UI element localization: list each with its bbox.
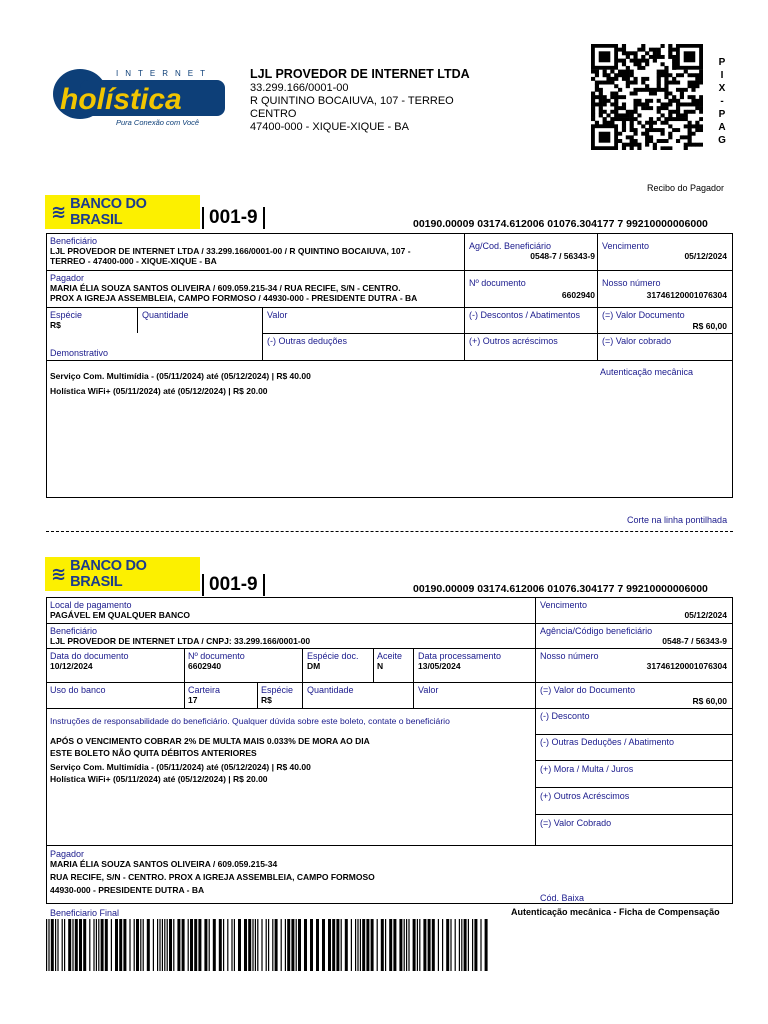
ficha-pagador-label: Pagador [50, 849, 85, 859]
ficha-valor-label: Valor [418, 685, 439, 695]
ficha-codbaixa-label: Cód. Baixa [540, 893, 585, 903]
bank-name: BANCO DO BRASIL [70, 196, 147, 228]
linha-digitavel: 00190.00009 03174.612006 01076.304177 7 99210000006000 [413, 218, 708, 230]
ficha-ndoc-label: Nº documento [188, 651, 245, 661]
qr-code-icon [591, 44, 703, 150]
ficha-especie-value: R$ [261, 695, 272, 705]
recibo-especie-value: R$ [50, 320, 61, 330]
ficha-autenticacao-label: Autenticação mecânica - Ficha de Compensação [511, 907, 720, 917]
recibo-ndoc-label: Nº documento [469, 278, 526, 288]
linha-digitavel-ficha: 00190.00009 03174.612006 01076.304177 7 99210000006000 [413, 583, 708, 595]
ficha-nosso-value: 31746120001076304 [646, 661, 727, 671]
recibo-valor-label: Valor [267, 310, 288, 320]
recibo-valordoc-label: (=) Valor Documento [602, 310, 685, 320]
recibo-pagador-line1: MARIA ÉLIA SOUZA SANTOS OLIVEIRA / 609.059.215-34 / RUA RECIFE, S/N - CENTRO. [50, 283, 401, 293]
bank-logo-ficha [45, 557, 200, 591]
cut-line [46, 531, 733, 532]
recibo-agcod-value: 0548-7 / 56343-9 [530, 251, 595, 261]
recibo-demonstrativo-label: Demonstrativo [50, 348, 109, 358]
recibo-nosso-value: 31746120001076304 [646, 290, 727, 300]
barcode [46, 919, 488, 971]
company-logo [50, 64, 225, 126]
company-address-1: R QUINTINO BOCAIUVA, 107 - TERREO [250, 95, 454, 107]
ficha-aceite-label: Aceite [377, 651, 403, 661]
ficha-carteira-label: Carteira [188, 685, 221, 695]
ficha-agencia-value: 0548-7 / 56343-9 [662, 636, 727, 646]
company-info [250, 67, 470, 134]
ficha-valordoc-label: (=) Valor do Documento [540, 685, 636, 695]
company-address-3: 47400-000 - XIQUE-XIQUE - BA [250, 121, 409, 133]
ficha-local-value: PAGÁVEL EM QUALQUER BANCO [50, 610, 190, 620]
recibo-ndoc-value: 6602940 [561, 290, 595, 300]
recibo-pagador-line2: PROX A IGREJA ASSEMBLEIA, CAMPO FORMOSO / 44930-000 - PRESIDENTE DUTRA - BA [50, 293, 418, 303]
ficha-especiedoc-label: Espécie doc. [307, 651, 359, 661]
ficha-ndoc-value: 6602940 [188, 661, 222, 671]
ficha-agencia-label: Agência/Código beneficiário [540, 626, 653, 636]
ficha-dataproc-value: 13/05/2024 [418, 661, 461, 671]
ficha-valordoc-value: R$ 60,00 [692, 696, 727, 706]
pix-pag-label: P I X - P A G [718, 57, 726, 146]
ficha-beneficiario-value: LJL PROVEDOR DE INTERNET LTDA / CNPJ: 33.299.166/0001-00 [50, 636, 311, 646]
recibo-title: Recibo do Pagador [647, 183, 725, 193]
ficha-especiedoc-value: DM [307, 661, 321, 671]
ficha-local-label: Local de pagamento [50, 600, 132, 610]
recibo-item-2: Holística WiFi+ (05/11/2024) até (05/12/2024) | R$ 20.00 [50, 386, 268, 396]
recibo-valor-cobrado-label: (=) Valor cobrado [602, 336, 672, 346]
holistica-logo-icon [50, 64, 225, 126]
company-cnpj: 33.299.166/0001-00 [250, 82, 349, 94]
ficha-datadoc-value: 10/12/2024 [50, 661, 93, 671]
ficha-carteira-value: 17 [188, 695, 198, 705]
bb-logo-icon: ≋ [51, 201, 67, 223]
recibo-descontos-label: (-) Descontos / Abatimentos [469, 310, 581, 320]
ficha-beneficiario-label: Beneficiário [50, 626, 98, 636]
ficha-especie-label: Espécie [261, 685, 294, 695]
recibo-beneficiario-line2: TERREO - 47400-000 - XIQUE-XIQUE - BA [50, 256, 217, 266]
logo-tagline: Pura Conexão com Você [116, 118, 200, 126]
corte-label: Corte na linha pontilhada [627, 515, 728, 525]
ficha-quantidade-label: Quantidade [307, 685, 354, 695]
recibo-outras-deducoes-label: (-) Outras deduções [267, 336, 348, 346]
recibo-nosso-label: Nosso número [602, 278, 661, 288]
recibo-box [46, 233, 733, 498]
company-address-2: CENTRO [250, 108, 297, 120]
ficha-item-2: Holística WiFi+ (05/11/2024) até (05/12/2024) | R$ 20.00 [50, 774, 268, 784]
recibo-beneficiario-line1: LJL PROVEDOR DE INTERNET LTDA / 33.299.166/0001-00 / R QUINTINO BOCAIUVA, 107 - [50, 246, 411, 256]
recibo-quantidade-label: Quantidade [142, 310, 189, 320]
ficha-vencimento-value: 05/12/2024 [684, 610, 727, 620]
ficha-cobrado-label: (=) Valor Cobrado [540, 818, 612, 828]
ficha-instrucoes-label: Instruções de responsabilidade do beneficiário. Qualquer dúvida sobre este boleto, contate o beneficiário [50, 716, 450, 726]
ficha-pagador-line2: RUA RECIFE, S/N - CENTRO. PROX A IGREJA ASSEMBLEIA, CAMPO FORMOSO [50, 872, 375, 882]
ficha-aceite-value: N [377, 661, 384, 671]
ficha-datadoc-label: Data do documento [50, 651, 129, 661]
ficha-outras-label: (-) Outras Deduções / Abatimento [540, 737, 675, 747]
recibo-item-1: Serviço Com. Multimídia - (05/11/2024) até (05/12/2024) | R$ 40.00 [50, 371, 311, 381]
bank-code: 001-9 [202, 207, 265, 229]
ficha-pagador-line1: MARIA ÉLIA SOUZA SANTOS OLIVEIRA / 609.059.215-34 [50, 859, 278, 869]
ficha-dataproc-label: Data processamento [418, 651, 502, 661]
bank-logo [45, 195, 200, 229]
logo-top-text: INTERNET [116, 69, 212, 78]
pix-qr-code [591, 44, 703, 150]
recibo-pagador-label: Pagador [50, 273, 85, 283]
recibo-valordoc-value: R$ 60,00 [692, 321, 727, 331]
recibo-vencimento-value: 05/12/2024 [684, 251, 727, 261]
recibo-autenticacao-label: Autenticação mecânica [600, 367, 694, 377]
barcode-icon [46, 919, 488, 971]
bb-logo-icon: ≋ [51, 563, 67, 585]
recibo-outros-acrescimos-label: (+) Outros acréscimos [469, 336, 558, 346]
ficha-nosso-label: Nosso número [540, 651, 599, 661]
logo-main-text: holística [60, 83, 182, 116]
ficha-instrucao-2: ESTE BOLETO NÃO QUITA DÉBITOS ANTERIORES [50, 748, 257, 758]
ficha-mora-label: (+) Mora / Multa / Juros [540, 764, 634, 774]
recibo-especie-label: Espécie [50, 310, 83, 320]
ficha-desconto-label: (-) Desconto [540, 711, 590, 721]
ficha-benfinal-label: Beneficiario Final [50, 908, 120, 918]
ficha-acrescimos-label: (+) Outros Acréscimos [540, 791, 630, 801]
bank-name: BANCO DO BRASIL [70, 558, 147, 590]
recibo-vencimento-label: Vencimento [602, 241, 650, 251]
ficha-vencimento-label: Vencimento [540, 600, 588, 610]
ficha-item-1: Serviço Com. Multimídia - (05/11/2024) até (05/12/2024) | R$ 40.00 [50, 762, 311, 772]
ficha-usobanco-label: Uso do banco [50, 685, 106, 695]
ficha-pagador-line3: 44930-000 - PRESIDENTE DUTRA - BA [50, 885, 205, 895]
company-name: LJL PROVEDOR DE INTERNET LTDA [250, 67, 470, 81]
recibo-agcod-label: Ag/Cod. Beneficiário [469, 241, 552, 251]
ficha-instrucao-1: APÓS O VENCIMENTO COBRAR 2% DE MULTA MAIS 0.033% DE MORA AO DIA [50, 736, 370, 746]
bank-code-ficha: 001-9 [202, 574, 265, 596]
recibo-beneficiario-label: Beneficiário [50, 236, 98, 246]
